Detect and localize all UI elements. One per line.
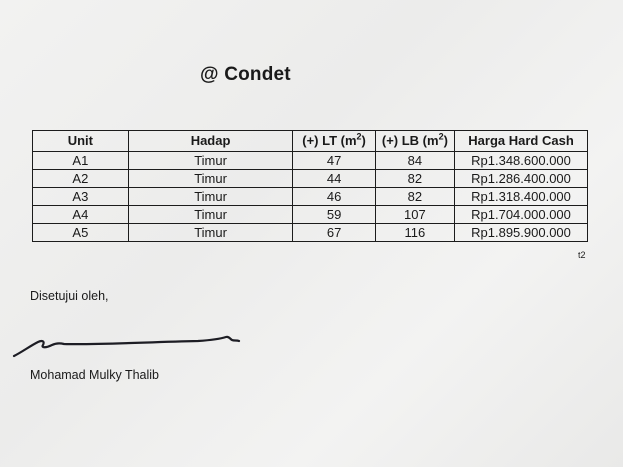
table-header-row — [33, 131, 588, 152]
cell-lb: 107 — [375, 206, 454, 224]
signer-name: Mohamad Mulky Thalib — [30, 368, 159, 382]
cell-unit: A3 — [33, 188, 129, 206]
header-price: Harga Hard Cash — [455, 131, 588, 152]
cell-hadap: Timur — [128, 170, 293, 188]
header-hadap: Hadap — [128, 131, 293, 152]
cell-lt: 59 — [293, 206, 375, 224]
table-row — [33, 206, 588, 224]
cell-lb: 84 — [375, 152, 454, 170]
cell-unit: A4 — [33, 206, 129, 224]
cell-lt: 47 — [293, 152, 375, 170]
cell-hadap: Timur — [128, 206, 293, 224]
table-row — [33, 152, 588, 170]
header-lt — [293, 131, 375, 152]
header-lb-close: ) — [443, 133, 448, 148]
page-reference: t2 — [578, 250, 586, 260]
header-lb — [375, 131, 454, 152]
cell-unit: A1 — [33, 152, 129, 170]
price-table — [32, 130, 588, 242]
cell-price: Rp1.348.600.000 — [455, 152, 588, 170]
header-lt-close: ) — [361, 133, 366, 148]
cell-lb: 82 — [375, 188, 454, 206]
cell-hadap: Timur — [128, 188, 293, 206]
table-row — [33, 170, 588, 188]
approval-label: Disetujui oleh, — [30, 289, 109, 303]
cell-price: Rp1.704.000.000 — [455, 206, 588, 224]
document-title: @ Condet — [200, 64, 291, 85]
cell-lt: 67 — [293, 224, 375, 242]
cell-hadap: Timur — [128, 152, 293, 170]
cell-lb: 82 — [375, 170, 454, 188]
header-lb-exponent: 2 — [438, 131, 444, 142]
cell-unit: A2 — [33, 170, 129, 188]
header-lt-exponent: 2 — [356, 131, 362, 142]
header-lb-text: (+) LB (m — [381, 133, 439, 148]
cell-price: Rp1.318.400.000 — [455, 188, 588, 206]
header-unit: Unit — [33, 131, 129, 152]
cell-price: Rp1.286.400.000 — [455, 170, 588, 188]
table-row — [33, 224, 588, 242]
signature-image — [8, 326, 248, 362]
cell-unit: A5 — [33, 224, 129, 242]
cell-lt: 46 — [293, 188, 375, 206]
cell-hadap: Timur — [128, 224, 293, 242]
header-lt-text: (+) LT (m — [302, 133, 357, 148]
cell-lb: 116 — [375, 224, 454, 242]
cell-price: Rp1.895.900.000 — [455, 224, 588, 242]
cell-lt: 44 — [293, 170, 375, 188]
table-row — [33, 188, 588, 206]
